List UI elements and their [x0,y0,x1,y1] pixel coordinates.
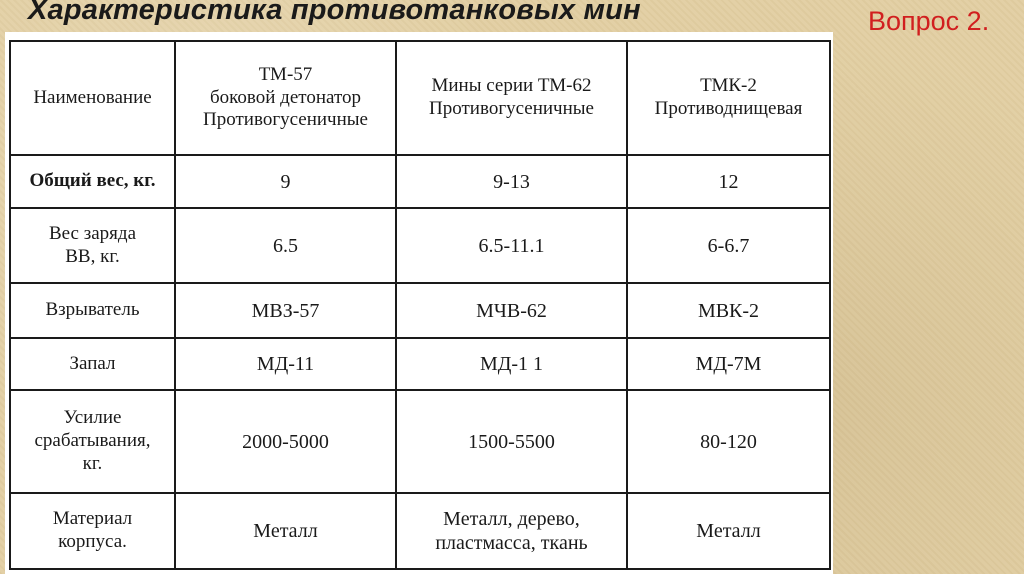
row-label: Взрыватель [10,283,175,338]
table-row-total-weight [10,155,830,208]
table-header-row [10,41,830,155]
table-panel [5,32,833,574]
table-cell: Металл, дерево, пластмасса, ткань [396,493,627,569]
table-row-detonator [10,338,830,390]
column-header-tm57: ТМ-57 боковой детонатор Противогусеничные [175,41,396,155]
mines-characteristics-table [9,40,831,570]
table-cell: МВК-2 [627,283,830,338]
table-cell: 12 [627,155,830,208]
slide-title: Характеристика противотанковых мин [28,0,641,26]
row-label: Материал корпуса. [10,493,175,569]
table-cell: 6-6.7 [627,208,830,283]
table-cell: 9 [175,155,396,208]
question-number-label: Вопрос 2. [868,6,990,36]
table-row-body-material [10,493,830,569]
row-label: Запал [10,338,175,390]
table-row-trigger-force [10,390,830,493]
row-label: Общий вес, кг. [10,155,175,208]
table-cell: МД-7М [627,338,830,390]
table-cell: Металл [175,493,396,569]
table-cell: МЧВ-62 [396,283,627,338]
table-cell: 9-13 [396,155,627,208]
table-cell: 1500-5500 [396,390,627,493]
table-cell: Металл [627,493,830,569]
column-header-name: Наименование [10,41,175,155]
table-cell: 2000-5000 [175,390,396,493]
table-row-charge-weight [10,208,830,283]
table-row-fuze [10,283,830,338]
column-header-tm62: Мины серии ТМ-62 Противогусеничные [396,41,627,155]
column-header-tmk2: ТМК-2 Противоднищевая [627,41,830,155]
row-label: Усилие срабатывания, кг. [10,390,175,493]
table-cell: 6.5 [175,208,396,283]
row-label: Вес заряда ВВ, кг. [10,208,175,283]
table-cell: МД-11 [175,338,396,390]
table-cell: МД-1 1 [396,338,627,390]
table-cell: 6.5-11.1 [396,208,627,283]
table-cell: МВЗ-57 [175,283,396,338]
table-cell: 80-120 [627,390,830,493]
